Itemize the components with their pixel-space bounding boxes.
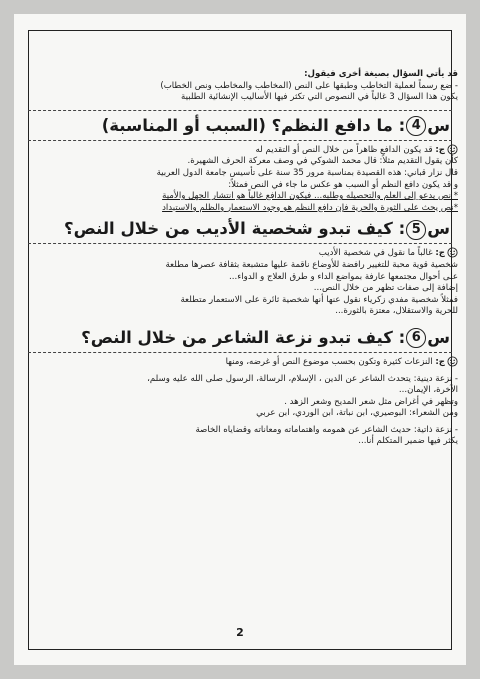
answer-text: النزعات كثيرة وتكون بحسب موضوع النص أو غرضه، ومنها [225, 356, 433, 367]
question-text: : ما دافع النظم؟ (السبب أو المناسبة) [101, 115, 406, 135]
answer-line: للحرية والاستقلال، معتزة بالثورة... [335, 306, 458, 317]
question-text: : كيف تبدو نزعة الشاعر من خلال النص؟ [81, 327, 406, 347]
answer-line: فمثلاً شخصية مفدي زكرياء نقول عنها أنها شخصية ثائرة على الاستعمار متطلعة [180, 294, 458, 305]
answer-label: ج: [435, 356, 445, 367]
answer-text: قد يكون الدافع ظاهراً من خلال النص أو التقديم له [255, 144, 433, 155]
answer-line: و قد يكون دافع النظم أو السبب هو عكس ما جاء في النص فمثلاً: [228, 179, 458, 190]
answer-line: - نزعة ذاتية: حديث الشاعر عن همومه واهتماماته ومعاناته وقضاياه الخاصة [195, 424, 458, 435]
answer-line: إضافة إلى صفات تظهر من خلال النص... [313, 283, 458, 294]
question-5-heading [22, 217, 458, 241]
answer-line: وتظهر في أغراض مثل شعر المديح وشعر الزهد . [284, 396, 458, 407]
document-page [14, 14, 466, 665]
answer-text: غالباً ما نقول في شخصية الأديب [318, 248, 433, 259]
answer-line: كأن يقول التقديم مثلاً: قال محمد الشوكي في وصف معركة الحرف الشهيرة. [187, 156, 458, 167]
answer-line: *نص يحث على الثورة والحرية فإن دافع النظم هو وجود الاستعمار والظلم والاستبداد [162, 202, 458, 213]
smiley-icon [447, 144, 458, 155]
question-prefix: س [427, 115, 450, 135]
answer-line [22, 144, 458, 157]
intro-line: قد يأتي السؤال بصيغة أخرى فيقول: [304, 69, 458, 79]
answer-line: شخصية قوية محبة للتغيير رافضة للأوضاع ناقمة عليها متشبعة بثقافة عصرها مطلعة [165, 259, 458, 270]
answer-line [22, 356, 458, 369]
answer-line [22, 247, 458, 260]
answer-line: * نص يدعو إلى العلم والتحصيله وطلبه... فيكون الدافع غالباً هو انتشار الجهل والأمية [162, 191, 458, 202]
answer-line: ومن الشعراء: البوصيري، ابن نباتة، ابن الوردي، ابن عربي [256, 408, 458, 419]
question-number-circle: 4 [406, 116, 426, 136]
section-divider [28, 140, 452, 141]
smiley-icon [447, 247, 458, 258]
question-4-heading [22, 114, 458, 138]
answer-line: قال نزار قباني: هذه القصيدة بمناسبة مرور 35 سنة على تأسيس جامعة الدول العربية [156, 167, 458, 178]
question-prefix: س [427, 219, 450, 239]
smiley-icon [447, 356, 458, 367]
answer-line: على أحوال مجتمعها عارفة بمواضع الداء و طرق العلاج و الدواء... [229, 271, 458, 282]
answer-line: - نزعة دينية: يتحدث الشاعر عن الدين ، الإسلام، الرسالة، الرسول صلى الله عليه وسلم، [147, 373, 458, 384]
section-divider [28, 110, 452, 111]
section-divider [28, 352, 452, 353]
answer-line: يكثر فيها ضمير المتكلم أنا... [358, 436, 458, 447]
answer-label: ج: [435, 144, 445, 155]
answer-label: ج: [435, 248, 445, 259]
page-number: 2 [236, 626, 244, 639]
answer-line: الآخرة، الإيمان... [398, 385, 458, 396]
question-6-heading [22, 326, 458, 350]
question-number-circle: 6 [406, 328, 426, 348]
intro-line: - ضع رسماً لعملية التخاطب وطبقها على النص (المخاطب والمخاطب ونص الخطاب) [160, 80, 458, 91]
question-prefix: س [427, 327, 450, 347]
page-content [22, 69, 458, 448]
section-divider [28, 243, 452, 244]
question-number-circle: 5 [406, 220, 426, 240]
intro-line: يكون هذا السؤال 3 غالباً في النصوص التي تكثر فيها الأساليب الإنشائية الطلبية [181, 92, 458, 103]
question-text: : كيف تبدو شخصية الأديب من خلال النص؟ [64, 219, 406, 239]
